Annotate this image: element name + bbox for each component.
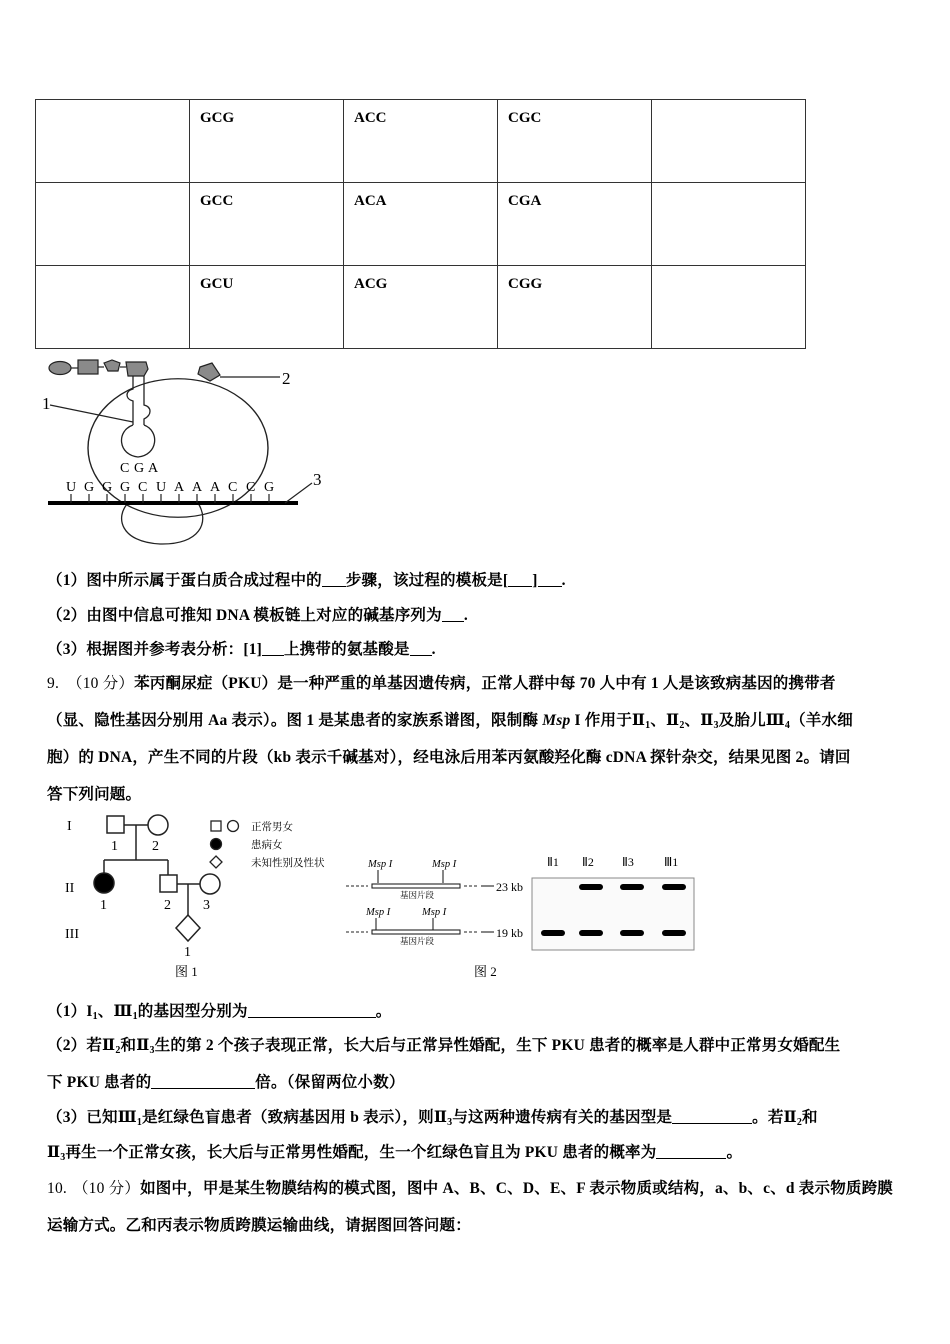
question-number: 10. [47,1180,67,1197]
text: 的基因型分别为 [137,1003,248,1020]
text: 下 PKU 患者的 [47,1074,152,1091]
legend-filled-circle-icon [211,839,222,850]
text: 倍。（保留两位小数） [255,1074,405,1091]
band-23kb [579,884,603,890]
text: 和Ⅱ [120,1037,150,1054]
label-3: 3 [313,470,322,489]
normal-male-II2 [160,875,177,892]
size-label: 19 kb [496,926,523,940]
generation-label: II [65,881,75,896]
answer-blank[interactable] [442,607,464,622]
answer-blank[interactable] [322,572,346,587]
text: （2）由图中信息可推知 DNA 模板链上对应的碱基序列为 [47,607,442,624]
text: 上携带的氨基酸是 [284,641,410,658]
text: 生的第 2 个孩子表现正常，长大后与正常异性婚配，生下 PKU 患者的概率是人群中正常男女婚配生 [154,1037,841,1054]
text: 步骤，该过程的模板是[ [345,572,509,589]
individual-number: 3 [203,898,210,913]
mrna-base: G [84,480,95,495]
fragment-label: 基因片段 [400,936,435,946]
subscript: 2 [796,1117,803,1128]
text: 及胎儿Ⅲ [718,712,785,729]
table-cell: GCG [190,100,344,183]
subscript: 3 [713,720,719,731]
table-cell [652,266,806,349]
legend-circle-icon [228,821,239,832]
text: （3）根据图并参考表分析：[1] [47,641,263,658]
mrna-base: G [264,480,275,495]
text: （1）图中所示属于蛋白质合成过程中的 [47,572,322,589]
mrna-base: G [120,480,131,495]
legend-label: 患病女 [251,840,283,851]
enzyme-label: Msp I [432,859,457,870]
legend-square-icon [211,821,221,831]
text: Ⅱ [47,1144,61,1161]
text: （3）已知Ⅲ [47,1109,137,1126]
individual-number: 1 [184,945,191,960]
table-cell [36,266,190,349]
table-cell [36,183,190,266]
text: 、Ⅱ [684,712,714,729]
text: I 作用于Ⅱ [570,712,646,729]
subscript: 2 [115,1045,121,1056]
table-cell: CGG [498,266,652,349]
mrna-base: A [192,480,203,495]
answer-blank[interactable] [508,572,532,587]
text: 与这两种遗传病有关的基因型是 [452,1109,673,1126]
fragment-label: 基因片段 [400,890,435,900]
legend-diamond-icon [210,856,222,868]
text: 。 [375,1003,392,1020]
subscript: 3 [447,1117,453,1128]
text: 是红绿色盲患者（致病基因用 b 表示），则Ⅱ [142,1109,448,1126]
text: （1）I [47,1003,93,1020]
legend-label: 未知性别及性状 [251,858,325,869]
band-19kb [541,930,565,936]
text: . [561,572,566,589]
enzyme-label: Msp I [368,859,393,870]
ribosome-large-subunit [88,379,268,518]
anticodon-base: G [134,461,145,476]
q8-sub3 [47,637,436,659]
subscript: 2 [679,720,685,731]
band-19kb [662,930,686,936]
answer-blank[interactable] [672,1109,752,1124]
subscript: 4 [784,720,791,731]
subscript: 1 [92,1011,98,1022]
question-number: 9. [47,675,60,692]
anticodon-base: C [120,461,130,476]
enzyme-label: Msp I [422,907,447,918]
text: 。 [726,1144,743,1161]
figure-caption: 图 1 [175,964,198,979]
text: （羊水细 [790,712,853,729]
text: 。若Ⅱ [752,1109,797,1126]
mrna-bases [66,480,274,503]
table-cell: ACA [344,183,498,266]
mrna-base: A [210,480,221,495]
mrna-base: U [156,480,167,495]
subscript: 1 [136,1117,143,1128]
text: 、Ⅲ [97,1003,133,1020]
normal-female-II3 [200,874,220,894]
generation-label: I [67,819,72,834]
band-19kb [579,930,603,936]
label-1: 1 [42,394,51,413]
mrna-base: C [246,480,256,495]
q8-sub1 [47,568,566,590]
table-cell: ACC [344,100,498,183]
question-score: （10 分） [67,675,135,692]
q10-stem-line2: 运输方式。乙和丙表示物质跨膜运输曲线，请据图回答问题： [47,1217,471,1234]
table-cell: ACG [344,266,498,349]
lane-label: Ⅱ1 [547,855,559,869]
amino-acid-icon [198,363,220,381]
lane-label: Ⅱ2 [582,855,594,869]
subscript: 3 [149,1045,155,1056]
anticodon-base: A [148,461,159,476]
unknown-III1 [176,915,200,941]
lane-label: Ⅲ1 [664,855,679,869]
lane-label: Ⅱ3 [622,855,634,869]
table-cell [652,183,806,266]
individual-number: 2 [164,898,171,913]
individual-number: 1 [111,839,118,854]
text: . [431,641,436,658]
codon-table [35,99,806,349]
affected-female-II1 [94,873,114,893]
pedigree-figure [55,808,345,983]
q8-sub2 [47,603,468,625]
table-row [36,183,806,266]
text: 苯丙酮尿症（PKU）是一种严重的单基因遗传病，正常人群中每 70 人中有 1 人是该致病基因的携带者 [134,675,836,692]
normal-female-I2 [148,815,168,835]
q9-stem-line1 [47,671,836,693]
answer-blank[interactable] [248,1003,376,1018]
q9-sub2-line2 [47,1070,405,1092]
answer-blank[interactable] [538,572,562,587]
text: 和 [802,1109,818,1126]
table-cell: CGA [498,183,652,266]
table-cell [36,100,190,183]
table-cell: GCC [190,183,344,266]
text: . [463,607,468,624]
band-19kb [620,930,644,936]
label-2: 2 [282,369,291,388]
band-23kb [620,884,644,890]
subscript: 1 [132,1011,138,1022]
table-row [36,266,806,349]
generation-label: III [65,927,79,942]
answer-blank[interactable] [262,641,284,656]
text: 、Ⅱ [650,712,680,729]
subscript: 3 [60,1152,66,1163]
q9-stem-line2 [47,708,853,731]
ribosome-small-subunit [122,503,203,544]
band-23kb [662,884,686,890]
translation-diagram [40,357,340,547]
question-score: （10 分） [72,1180,141,1197]
enzyme-label: Msp I [366,907,391,918]
q9-stem-line3: 胞）的 DNA，产生不同的片段（kb 表示千碱基对），经电泳后用苯丙氨酸羟化酶 cDNA 探针杂交，结果见图 2。请回 [47,749,851,766]
mrna-base: U [66,480,77,495]
text: 如图中，甲是某生物膜结构的模式图，图中 A、B、C、D、E、F 表示物质或结构，a、b、c、d 表示物质跨膜 [140,1180,894,1197]
enzyme-name: Msp [542,712,571,729]
mrna-base: A [174,480,185,495]
q9-sub1 [47,999,391,1022]
answer-blank[interactable] [656,1144,726,1159]
individual-number: 1 [100,898,107,913]
q9-sub3-line2 [47,1140,742,1163]
legend-label: 正常男女 [251,822,293,833]
answer-blank[interactable] [151,1074,255,1089]
trna-icon [122,376,155,457]
mrna-base: G [102,480,113,495]
table-cell: CGC [498,100,652,183]
text: （2）若Ⅱ [47,1037,116,1054]
peptide-chain-icon [49,360,148,376]
answer-blank[interactable] [410,641,432,656]
text: ] [532,572,538,589]
table-cell: GCU [190,266,344,349]
individual-number: 2 [152,839,159,854]
mrna-base: C [228,480,238,495]
text: （显、隐性基因分别用 Aa 表示）。图 1 是某患者的家族系谱图，限制酶 [47,712,543,729]
q9-stem-line4: 答下列问题。 [47,786,142,803]
electrophoresis-figure [342,850,702,985]
q9-sub2 [47,1033,840,1056]
figure-caption: 图 2 [474,964,497,979]
table-row [36,100,806,183]
table-cell [652,100,806,183]
text: 再生一个正常女孩，长大后与正常男性婚配，生一个红绿色盲且为 PKU 患者的概率为 [65,1144,657,1161]
q10-stem-line1 [47,1176,893,1198]
normal-male-I1 [107,816,124,833]
q9-sub3 [47,1105,818,1128]
mrna-base: C [138,480,148,495]
subscript: 1 [645,720,651,731]
size-label: 23 kb [496,880,523,894]
